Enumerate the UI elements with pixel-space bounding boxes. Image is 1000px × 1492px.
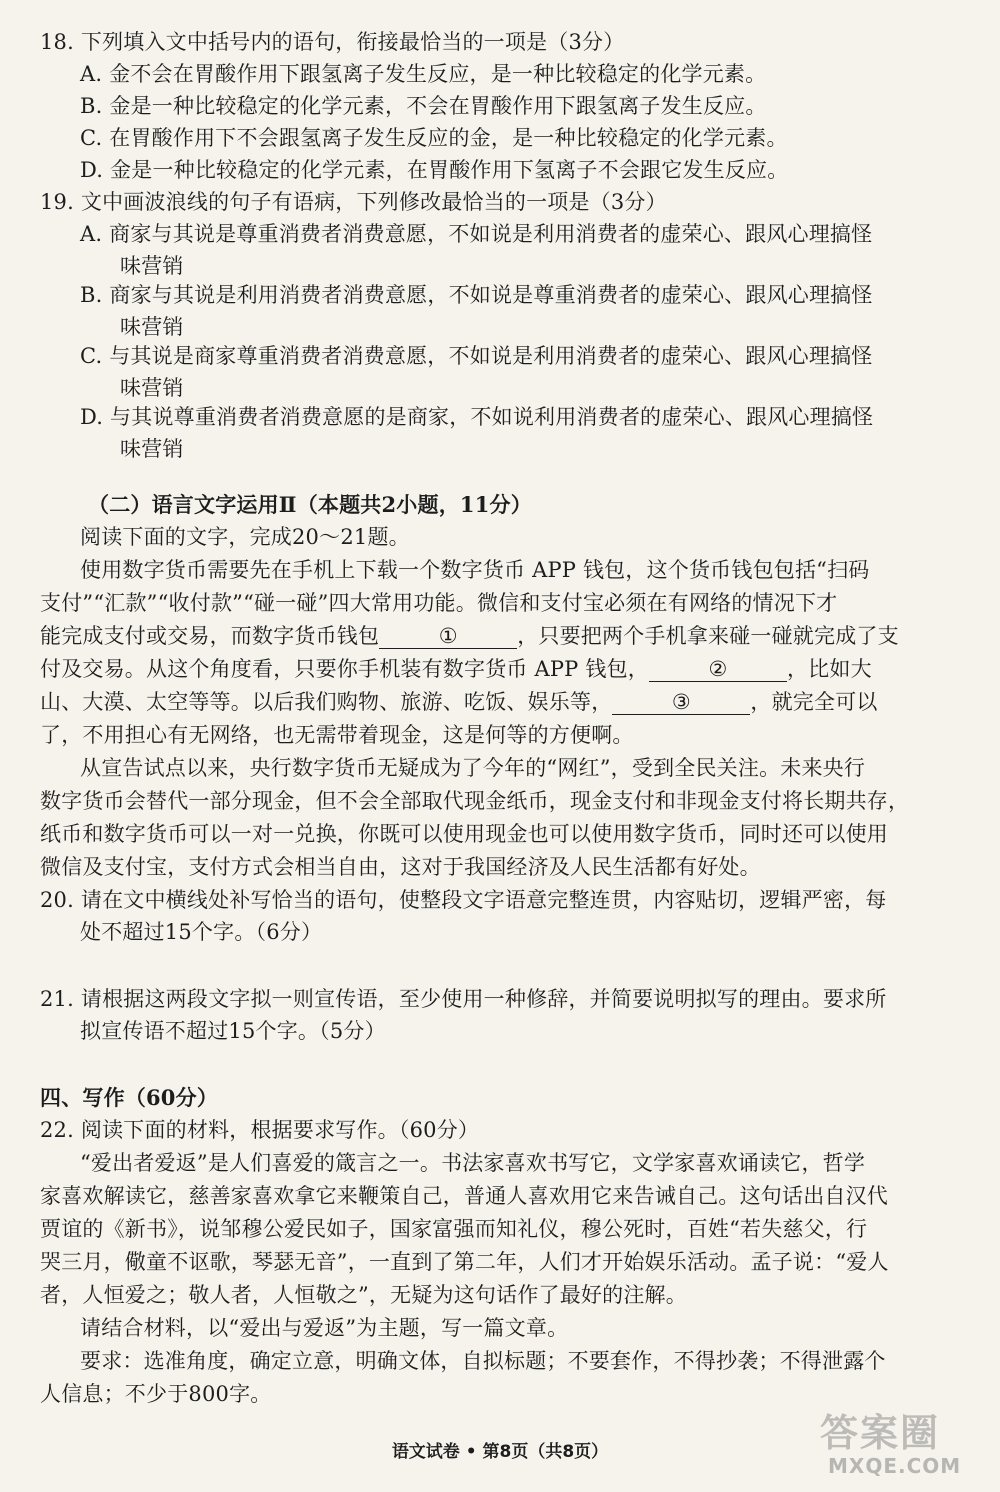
text-line-m7 xyxy=(80,1347,886,1375)
line-text: A. 金不会在胃酸作用下跟氢离子发生反应，是一种比较稳定的化学元素。 xyxy=(80,62,767,86)
text-line-p2l4 xyxy=(40,853,761,881)
text-line-q19d1 xyxy=(80,403,873,431)
text-line-m4 xyxy=(40,1248,889,1276)
text-line-q19b2 xyxy=(120,313,184,341)
text-line-q19d2 xyxy=(120,435,184,463)
text-line-p1l4 xyxy=(40,655,872,683)
answer-blank[interactable]: ③ xyxy=(612,690,750,715)
text-line-p2l1 xyxy=(80,754,865,782)
line-text: C. 在胃酸作用下不会跟氢离子发生反应的金，是一种比较稳定的化学元素。 xyxy=(80,126,788,150)
line-text: 者，人恒爱之；敬人者，人恒敬之”，无疑为这句话作了最好的注解。 xyxy=(40,1283,687,1307)
line-text: A. 商家与其说是尊重消费者消费意愿，不如说是利用消费者的虚荣心、跟风心理搞怪 xyxy=(80,222,873,246)
text-line-q20l1 xyxy=(40,886,886,914)
text-line-p1l1 xyxy=(80,556,870,584)
line-text: 22. 阅读下面的材料，根据要求写作。（60分） xyxy=(40,1118,480,1142)
text-line-q22 xyxy=(40,1116,479,1144)
line-text: 支付”“汇款”“收付款”“碰一碰”四大常用功能。微信和支付宝必须在有网络的情况下才 xyxy=(40,591,838,615)
text-line-q18a xyxy=(80,60,766,88)
line-text: 家喜欢解读它，慈善家喜欢拿它来鞭策自己，普通人喜欢用它来告诫自己。这句话出自汉代 xyxy=(40,1184,888,1208)
line-text: 味营销 xyxy=(120,376,184,400)
text-line-m8 xyxy=(40,1380,271,1408)
line-text: 数字货币会替代一部分现金，但不会全部取代现金纸币，现金支付和非现金支付将长期共存， xyxy=(40,789,910,813)
line-text: 味营销 xyxy=(120,315,184,339)
text-line-q19a1 xyxy=(80,220,872,248)
line-text: 20. 请在文中横线处补写恰当的语句，使整段文字语意完整连贯，内容贴切，逻辑严密，每 xyxy=(40,888,887,912)
line-text: D. 金是一种比较稳定的化学元素，在胃酸作用下氢离子不会跟它发生反应。 xyxy=(80,158,789,182)
text-line-m1 xyxy=(80,1149,865,1177)
line-text: 阅读下面的文字，完成20～21题。 xyxy=(80,525,410,549)
text-line-q19 xyxy=(40,188,667,216)
line-text: 味营销 xyxy=(120,254,184,278)
line-text: （二）语言文字运用Ⅱ（本题共2小题，11分） xyxy=(88,492,532,517)
text-line-q21l1 xyxy=(40,985,886,1013)
line-text: 18. 下列填入文中括号内的语句，衔接最恰当的一项是（3分） xyxy=(40,30,625,54)
answer-blank[interactable]: ① xyxy=(379,624,517,649)
text-line-m2 xyxy=(40,1182,888,1210)
line-text: 四、写作（60分） xyxy=(40,1085,219,1110)
line-text: 从宣告试点以来，央行数字货币无疑成为了今年的“网红”，受到全民关注。未来央行 xyxy=(80,756,866,780)
line-text: B. 商家与其说是利用消费者消费意愿，不如说是尊重消费者的虚荣心、跟风心理搞怪 xyxy=(80,283,873,307)
text-line-q19c2 xyxy=(120,374,184,402)
line-text: 拟宣传语不超过15个字。（5分） xyxy=(80,1019,386,1043)
line-text: 纸币和数字货币可以一对一兑换，你既可以使用现金也可以使用数字货币，同时还可以使用 xyxy=(40,822,888,846)
line-text: 山、大漠、太空等等。以后我们购物、旅游、吃饭、娱乐等， xyxy=(40,690,613,714)
text-line-p1l6 xyxy=(40,721,634,749)
text-line-q21l2 xyxy=(80,1017,386,1045)
line-text: 味营销 xyxy=(120,437,184,461)
line-text: B. 金是一种比较稳定的化学元素，不会在胃酸作用下跟氢离子发生反应。 xyxy=(80,94,767,118)
text-line-m5 xyxy=(40,1281,687,1309)
text-line-p2l2 xyxy=(40,787,909,815)
page-footer: 语文试卷 • 第8页（共8页） xyxy=(391,1442,609,1462)
text-line-p1l3 xyxy=(40,622,899,650)
line-text-after: ，就完全可以 xyxy=(750,690,878,714)
line-text: 哭三月，儆童不讴歌，琴瑟无音”，一直到了第二年，人们才开始娱乐活动。孟子说：“爱人 xyxy=(40,1250,889,1274)
watermark-url: MXQE.COM xyxy=(828,1454,962,1478)
line-text: 使用数字货币需要先在手机上下载一个数字货币 APP 钱包，这个货币钱包包括“扫码 xyxy=(80,558,870,582)
text-line-q18 xyxy=(40,28,624,56)
line-text: 付及交易。从这个角度看，只要你手机装有数字货币 APP 钱包， xyxy=(40,657,649,681)
text-line-m3 xyxy=(40,1215,867,1243)
text-line-p1l5 xyxy=(40,688,878,716)
line-text: 人信息；不少于800字。 xyxy=(40,1382,272,1406)
line-text: D. 与其说尊重消费者消费意愿的是商家，不如说利用消费者的虚荣心、跟风心理搞怪 xyxy=(80,405,874,429)
line-text: 处不超过15个字。（6分） xyxy=(80,920,323,944)
text-line-q20l2 xyxy=(80,918,322,946)
line-text-after: ，比如大 xyxy=(786,657,872,681)
text-line-sec2 xyxy=(88,491,532,519)
line-text: 了，不用担心有无网络，也无需带着现金，这是何等的方便啊。 xyxy=(40,723,634,747)
text-line-q19b1 xyxy=(80,281,873,309)
text-line-sec4 xyxy=(40,1084,218,1112)
line-text: 贾谊的《新书》，说邹穆公爱民如子，国家富强而知礼仪，穆公死时，百姓“若失慈父，行 xyxy=(40,1217,868,1241)
line-text: 请结合材料，以“爱出与爱返”为主题，写一篇文章。 xyxy=(80,1316,569,1340)
line-text: 微信及支付宝，支付方式会相当自由，这对于我国经济及人民生活都有好处。 xyxy=(40,855,761,879)
text-line-m6 xyxy=(80,1314,568,1342)
watermark-title: 答案圈 xyxy=(820,1411,941,1455)
line-text-after: ，只要把两个手机拿来碰一碰就完成了支 xyxy=(517,624,899,648)
line-text: 要求：选准角度，确定立意，明确文体，自拟标题；不要套作，不得抄袭；不得泄露个 xyxy=(80,1349,886,1373)
text-line-p1l2 xyxy=(40,589,837,617)
text-line-q19c1 xyxy=(80,342,872,370)
line-text: “爱出者爱返”是人们喜爱的箴言之一。书法家喜欢书写它，文学家喜欢诵读它，哲学 xyxy=(80,1151,866,1175)
line-text: 21. 请根据这两段文字拟一则宣传语，至少使用一种修辞，并简要说明拟写的理由。要求所 xyxy=(40,987,887,1011)
watermark-logo xyxy=(820,1402,970,1482)
line-text: 能完成支付或交易，而数字货币钱包 xyxy=(40,624,380,648)
text-line-q18c xyxy=(80,124,788,152)
line-text: 19. 文中画波浪线的句子有语病，下列修改最恰当的一项是（3分） xyxy=(40,190,667,214)
line-text: C. 与其说是商家尊重消费者消费意愿，不如说是利用消费者的虚荣心、跟风心理搞怪 xyxy=(80,344,873,368)
answer-blank[interactable]: ② xyxy=(649,657,787,682)
text-line-read xyxy=(80,523,410,551)
text-line-q19a2 xyxy=(120,252,184,280)
text-line-p2l3 xyxy=(40,820,888,848)
text-line-q18b xyxy=(80,92,767,120)
text-line-q18d xyxy=(80,156,788,184)
